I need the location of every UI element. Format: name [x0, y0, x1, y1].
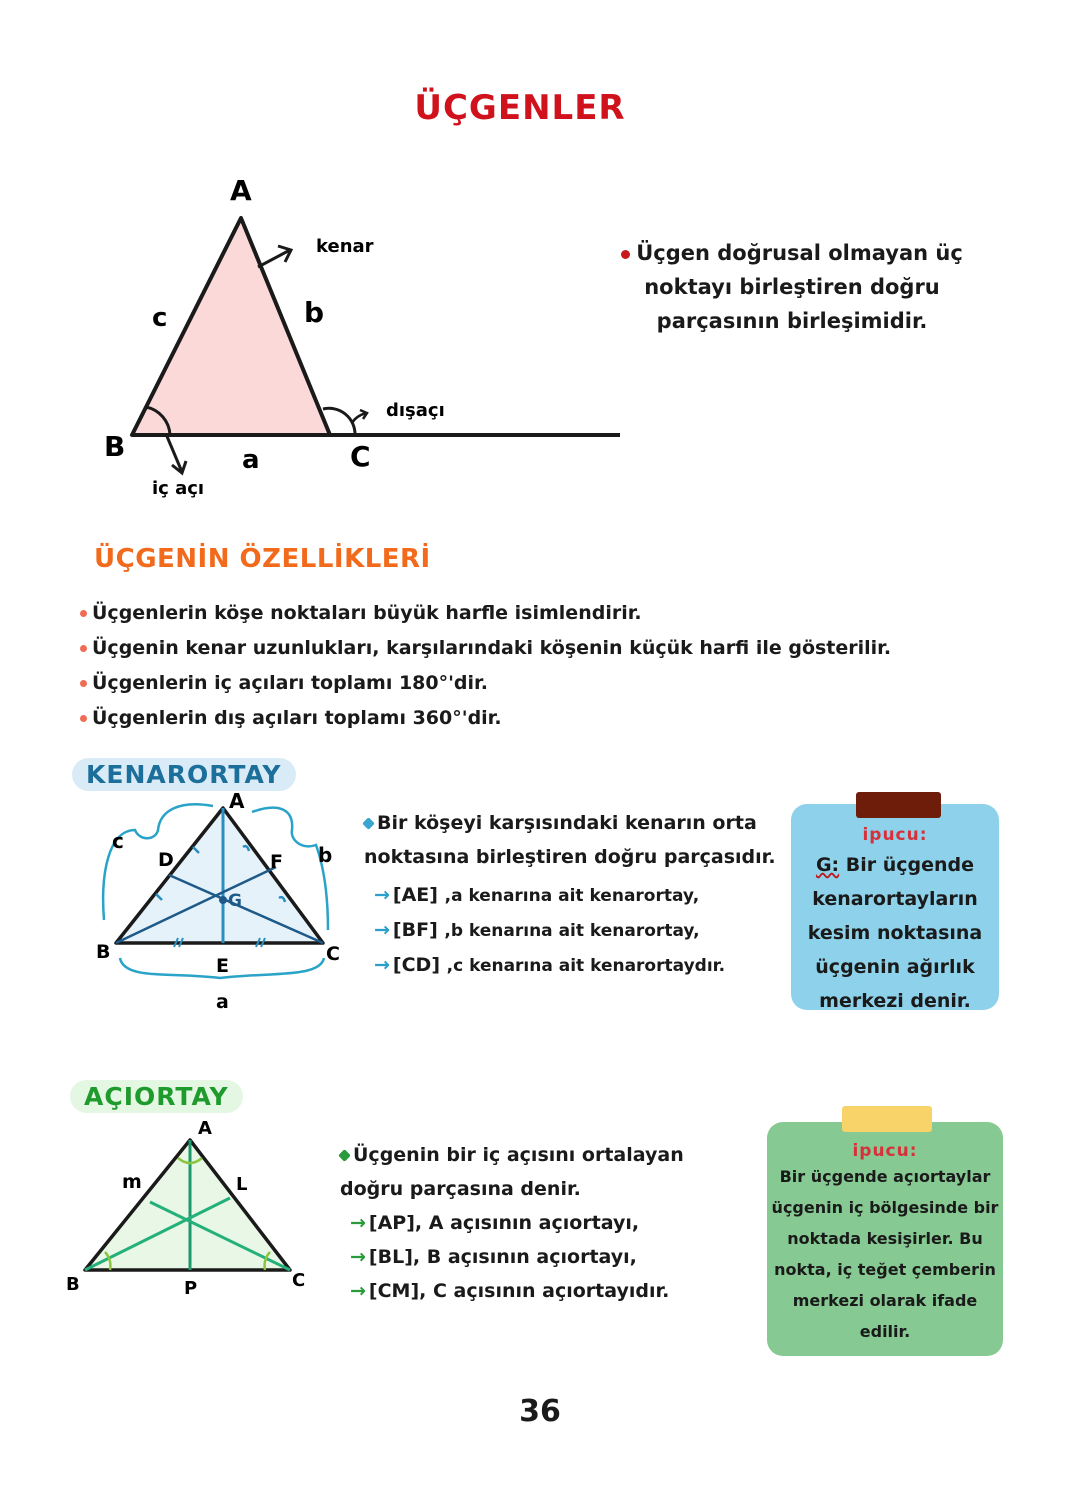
arrow-right-icon: →: [350, 1212, 366, 1234]
item-text: ,b kenarına ait kenarortay,: [444, 921, 700, 941]
label-side-a: a: [216, 991, 229, 1013]
label-l: L: [236, 1174, 248, 1195]
label-d: D: [158, 849, 174, 871]
tape-decoration: [842, 1106, 932, 1132]
arrow-right-icon: →: [350, 1246, 366, 1268]
triangle-definition: [612, 236, 972, 338]
segment-label: [CM]: [368, 1280, 420, 1302]
tip-line: edilir.: [859, 1322, 911, 1341]
property-text: Üçgenin kenar uzunlukları, karşılarındaki köşenin küçük harfi ile gösterilir.: [92, 637, 892, 659]
kenarortay-tip-note: [791, 804, 999, 1010]
page-number: 36: [519, 1394, 561, 1429]
aciortay-item: [340, 1206, 684, 1240]
label-side-b: b: [318, 843, 333, 867]
page-title: ÜÇGENLER: [414, 88, 626, 128]
definition-line-3: parçasının birleşimidir.: [656, 309, 928, 333]
segment-label: [CD]: [392, 954, 441, 976]
label-side-c: c: [112, 829, 124, 853]
kenarortay-item: [364, 878, 776, 913]
item-text: ,a kenarına ait kenarortay,: [444, 886, 700, 906]
tip-line: merkezi olarak ifade: [792, 1291, 978, 1310]
bullet-icon: [80, 680, 87, 687]
aciortay-desc-line-1: Üçgenin bir iç açısını ortalayan: [353, 1144, 684, 1166]
label-p: P: [184, 1278, 198, 1299]
kenarortay-desc-line-1: Bir köşeyi karşısındaki kenarın orta: [377, 812, 757, 834]
arrow-right-icon: →: [374, 884, 390, 906]
kenarortay-heading: KENARORTAY: [72, 758, 296, 791]
tape-decoration: [856, 792, 941, 818]
tip-line: kenarortayların: [812, 888, 978, 910]
tip-label: ipucu:: [862, 825, 928, 845]
segment-label: [BL]: [368, 1246, 413, 1268]
properties-list: [80, 596, 891, 736]
segment-label: [AP]: [368, 1212, 415, 1234]
segment-label: [BF]: [392, 919, 438, 941]
side-label-b: b: [304, 296, 325, 329]
ic-aci-label: iç açı: [152, 478, 205, 499]
label-a: A: [198, 1118, 212, 1139]
tip-line: kesim noktasına: [807, 922, 983, 944]
property-text: Üçgenlerin köşe noktaları büyük harfle isimlendirir.: [92, 602, 642, 624]
tip-line: merkezi denir.: [819, 990, 971, 1012]
side-label-a: a: [242, 445, 260, 475]
tip-line: üçgenin ağırlık: [815, 956, 975, 978]
property-text: Üçgenlerin dış açıları toplamı 360°'dir.: [92, 707, 502, 729]
definition-line-2: noktayı birleştiren doğru: [644, 275, 940, 299]
arrow-right-icon: →: [350, 1280, 366, 1302]
arrow-right-icon: →: [374, 954, 390, 976]
kenarortay-desc-line-2: noktasına birleştiren doğru parçasıdır.: [364, 846, 776, 868]
bullet-icon: [80, 715, 87, 722]
kenarortay-item: [364, 913, 776, 948]
tip-line: üçgenin iç bölgesinde bir: [771, 1198, 999, 1217]
dis-aci-label: dışaçı: [386, 400, 445, 421]
vertex-label-a: A: [230, 174, 252, 207]
kenarortay-item: [364, 948, 776, 983]
label-c: C: [292, 1270, 306, 1291]
label-c: C: [326, 943, 340, 965]
label-b: B: [96, 941, 111, 963]
bullet-icon: [80, 645, 87, 652]
item-text: , C açısının açıortayıdır.: [419, 1280, 670, 1302]
property-text: Üçgenlerin iç açıları toplamı 180°'dir.: [92, 672, 488, 694]
kenarortay-description: [364, 806, 776, 983]
aciortay-description: [340, 1138, 684, 1308]
tip-line: Bir üçgende açıortaylar: [779, 1167, 991, 1186]
item-text: ,c kenarına ait kenarortaydır.: [446, 956, 726, 976]
property-item: [80, 666, 891, 701]
triangle-abc: [85, 1140, 290, 1270]
label-a: A: [229, 790, 245, 813]
tip-line: nokta, iç teğet çemberin: [774, 1260, 996, 1279]
item-text: , A açısının açıortayı,: [414, 1212, 640, 1234]
bullet-icon: [80, 610, 87, 617]
kenarortay-figure: [80, 790, 360, 1020]
label-g: G: [228, 891, 242, 911]
arrow-right-icon: →: [374, 919, 390, 941]
property-item: [80, 596, 891, 631]
properties-heading: ÜÇGENİN ÖZELLİKLERİ: [94, 544, 431, 574]
aciortay-figure: [60, 1110, 340, 1310]
property-item: [80, 631, 891, 666]
centroid-point: [219, 896, 227, 904]
aciortay-item: [340, 1240, 684, 1274]
segment-label: [AE]: [392, 884, 438, 906]
definition-line-1: Üçgen doğrusal olmayan üç: [636, 241, 963, 265]
aciortay-desc-line-2: doğru parçasına denir.: [340, 1178, 581, 1200]
tip-label: ipucu:: [852, 1141, 918, 1161]
tip-line: Bir üçgende: [839, 854, 975, 876]
main-triangle-figure: [80, 160, 640, 510]
side-label-c: c: [152, 303, 168, 333]
vertex-label-c: C: [350, 440, 371, 473]
aciortay-item: [340, 1274, 684, 1308]
g-label: G:: [815, 854, 840, 876]
label-b: B: [66, 1274, 80, 1295]
label-f: F: [270, 851, 283, 873]
aciortay-tip-note: [767, 1122, 1003, 1356]
bullet-icon: [338, 1149, 351, 1162]
label-m: m: [122, 1171, 142, 1193]
vertex-label-b: B: [104, 430, 126, 463]
tip-line: noktada kesişirler. Bu: [787, 1229, 983, 1248]
bullet-icon: [362, 817, 375, 830]
aciortay-heading: AÇIORTAY: [70, 1080, 243, 1113]
item-text: , B açısının açıortayı,: [412, 1246, 637, 1268]
bullet-icon: [621, 250, 630, 259]
property-item: [80, 701, 891, 736]
label-e: E: [216, 955, 229, 977]
kenar-label: kenar: [316, 236, 374, 257]
